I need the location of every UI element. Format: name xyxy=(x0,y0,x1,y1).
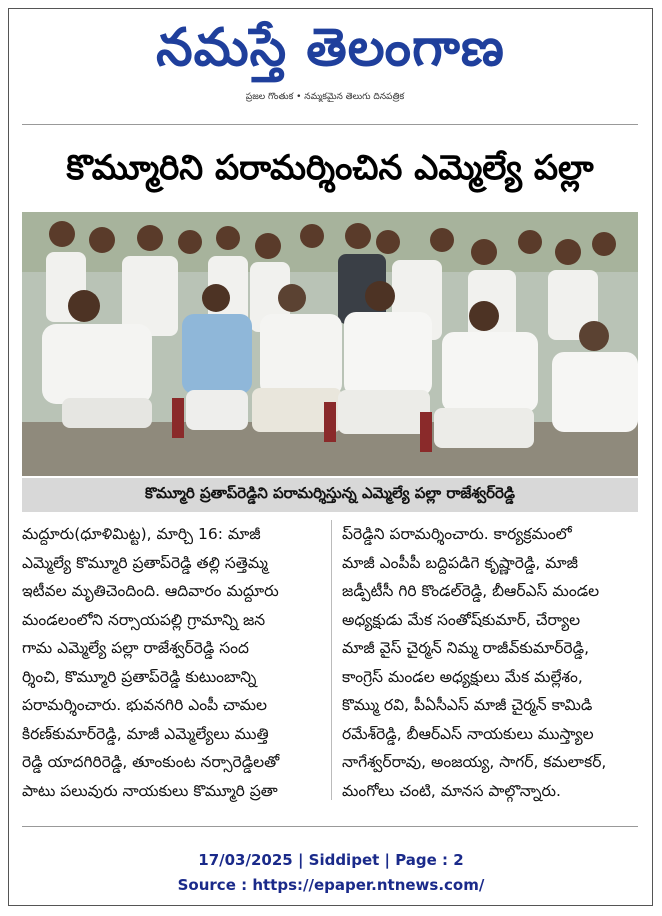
body-line: ఎమ్మెల్యే కొమ్మూరి ప్రతాప్‌రెడ్డి తల్లి సత్తెమ్మ xyxy=(22,553,268,572)
body-line: మండలంలోని నర్సాయపల్లి గ్రామాన్ని జన xyxy=(22,610,266,629)
body-line: కొమ్ము రవి, పీఏసీఎస్ మాజీ చైర్మన్ కామిడి xyxy=(342,696,593,714)
body-line: మాజీ ఎంపీపీ బద్దిపడిగె కృష్ణారెడ్డి, మాజీ xyxy=(342,553,578,572)
bottom-divider xyxy=(22,826,638,827)
body-line: మాజీ వైస్ చైర్మన్ నిమ్మ రాజీవ్‌కుమార్‌రెడ్డి, xyxy=(342,639,590,657)
body-line: ర్శించి, కొమ్మూరి ప్రతాప్‌రెడ్డి కుటుంబాన్ని xyxy=(22,667,257,686)
body-line: రమేశ్‌రెడ్డి, బీఆర్‌ఎస్ నాయకులు ముస్త్యాల xyxy=(342,724,594,743)
body-line: ప్‌రెడ్డిని పరామర్శించారు. కార్యక్రమంలో xyxy=(342,525,572,543)
article-photo xyxy=(22,212,638,476)
body-line: పరామర్శించారు. భువనగిరి ఎంపీ చామల xyxy=(22,696,268,714)
article-body-left-column xyxy=(22,520,318,805)
footer-date-line: 17/03/2025 | Siddipet | Page : 2 xyxy=(198,851,464,869)
top-divider xyxy=(22,124,638,125)
article-headline: కొమ్మూరిని పరామర్శించిన ఎమ్మెల్యే పల్లా xyxy=(66,148,594,188)
article-body-right-column xyxy=(342,520,638,805)
body-line: ఇటీవల మృతిచెందింది. ఆదివారం మద్దూరు xyxy=(22,582,279,600)
body-line: అధ్యక్షుడు మేక సంతోష్‌కుమార్, చేర్యాల xyxy=(342,610,581,629)
body-line: జడ్పీటీసీ గిరి కొండల్‌రెడ్డి, బీఆర్‌ఎస్ మండల xyxy=(342,582,600,600)
masthead xyxy=(8,8,653,88)
body-line: రెడ్డి యాదగిరిరెడ్డి, తూంకుంట నర్సారెడ్డిలతో xyxy=(22,753,280,771)
masthead-title: నమస్తే తెలంగాణ xyxy=(156,18,505,78)
body-line: పాటు పలువురు నాయకులు కొమ్మూరి ప్రతా xyxy=(22,781,278,800)
body-line: గామ ఎమ్మెల్యే పల్లా రాజేశ్వర్‌రెడ్డి సంద xyxy=(22,639,249,657)
body-line: నాగేశ్వర్‌రావు, అంజయ్య, సాగర్, కమలాకర్, xyxy=(342,753,607,771)
body-line: కిరణ్‌కుమార్‌రెడ్డి, మాజీ ఎమ్మెల్యేలు ముత్తి xyxy=(22,724,269,743)
body-line: మంగోలు చంటి, మానస పాల్గొన్నారు. xyxy=(342,781,561,800)
body-line: కాంగ్రెస్ మండల అధ్యక్షులు మేక మల్లేశం, xyxy=(342,667,583,686)
photo-caption: కొమ్మూరి ప్రతాప్‌రెడ్డిని పరామర్శిస్తున్న ఎమ్మెల్యే పల్లా రాజేశ్వర్‌రెడ్డి xyxy=(22,478,638,512)
column-divider xyxy=(331,520,332,800)
footer-source-link[interactable]: Source : https://epaper.ntnews.com/ xyxy=(177,876,485,894)
body-line: మద్దూరు(ధూళిమిట్ట), మార్చి 16: మాజీ xyxy=(22,525,261,543)
masthead-tagline: ప్రజల గొంతుక • నమ్మకమైన తెలుగు దినపత్రిక xyxy=(245,92,405,102)
